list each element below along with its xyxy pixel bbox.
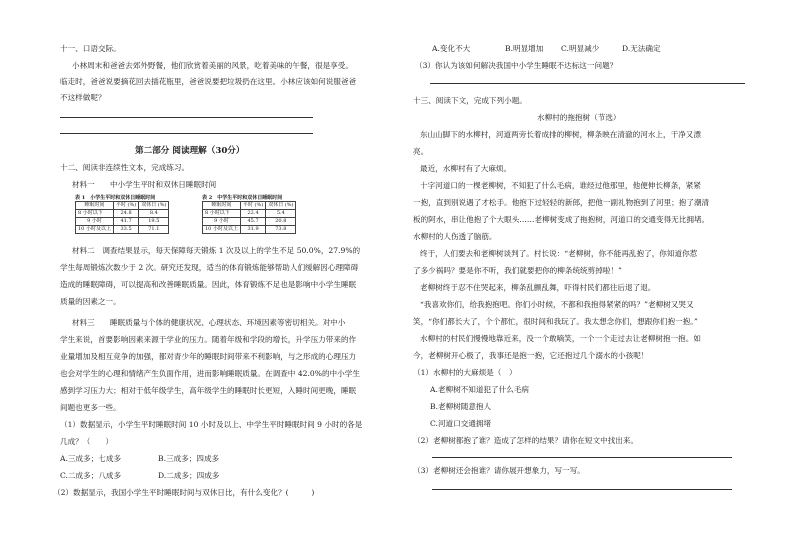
table-header-cell: 平时 (%) bbox=[240, 202, 265, 210]
table-cell: 9 小时 bbox=[203, 218, 241, 226]
table-cell: 31.9 bbox=[240, 226, 265, 234]
material2-line: 造成的睡眠障碍，可以提高和改善睡眠质量。因此，体育锻炼不足也是影响中小学生睡眠 bbox=[60, 280, 357, 289]
table-cell: 71.1 bbox=[139, 226, 169, 234]
story-line: 水柳村的村民们慢慢地靠近来，没一个敢嘀笑，一个一个走过去让老柳树抱一抱。如 bbox=[420, 334, 701, 343]
table2-caption: 表 2 中学生平时和双休日睡眠时间 bbox=[202, 195, 283, 201]
story-title: 水柳村的拖抱树（节选） bbox=[537, 113, 621, 122]
table-header-cell: 平时 (%) bbox=[113, 202, 138, 210]
story-line: 了多少祸吗？要是你不听，我们就要把你的柳条统统剪掉啦！” bbox=[413, 266, 622, 275]
table-header-cell: 双休日 (%) bbox=[266, 202, 296, 210]
story-line: 一抱，直到别说遇了才松手。他抱下过轻轻的新郎，把他一副礼物抱到了河里；抱了潮清 bbox=[413, 198, 710, 207]
table-cell: 8.4 bbox=[139, 210, 169, 218]
table-header-row bbox=[76, 202, 169, 210]
material2-line: 学生每周锻炼次数少于 2 次。研究还发现，适当的体育锻炼能够帮助人们缓解因心理障碍 bbox=[60, 263, 359, 272]
table-cell: 8 小时以下 bbox=[203, 210, 241, 218]
story-line: 终于，人们要去和老柳树谈判了。村长说：“老柳树，你不能再乱抱了，你知道你惹 bbox=[420, 249, 698, 258]
table-cell: 22.4 bbox=[240, 210, 265, 218]
story-line: 东山山脚下的水柳村，河道两旁长着成排的柳树，柳条映在清澈的河水上，干净又漂 bbox=[420, 130, 701, 139]
q11-paragraph-line: 小林周末和爸爸去郊外野餐，他们欣赏着美丽的风景，吃着美味的午餐，很是享受。 bbox=[72, 61, 353, 70]
table-cell: 33.5 bbox=[113, 226, 138, 234]
material3-line: 也会对学生的心理和情绪产生负面作用，进而影响睡眠质量。在调查中 42.0%的中小学生 bbox=[60, 369, 360, 378]
story-question3: （3）老柳树还会抱谁？请你展开想象力，写一写。 bbox=[413, 466, 585, 475]
table-cell: 5.4 bbox=[266, 210, 296, 218]
story-question1: （1）水柳村的大麻烦是（ ） bbox=[413, 368, 517, 377]
table1 bbox=[75, 201, 169, 234]
answer-line[interactable] bbox=[430, 83, 745, 84]
answer-line[interactable] bbox=[60, 117, 313, 118]
table-cell: 19.5 bbox=[139, 218, 169, 226]
option-b[interactable]: B.三成多；四成多 bbox=[158, 454, 220, 463]
table-cell: 8 小时以下 bbox=[76, 210, 114, 218]
table-row bbox=[203, 218, 296, 226]
table-header-cell: 睡眠时间 bbox=[76, 202, 114, 210]
story-line: 老柳树终于忍不住哭起来，柳条乱颤乱舞，吓得村民们都往后退了退。 bbox=[420, 283, 656, 292]
table-cell: 41.7 bbox=[113, 218, 138, 226]
table-cell: 73.8 bbox=[266, 226, 296, 234]
answer-line[interactable] bbox=[432, 489, 732, 490]
material2-line: 质量的因素之一。 bbox=[60, 297, 121, 306]
story-q1-option-b[interactable]: B.老柳树随意抱人 bbox=[430, 402, 492, 411]
story-q1-option-a[interactable]: A.老柳树不知道犯了什么毛病 bbox=[430, 385, 530, 394]
q11-title: 十一、口语交际。 bbox=[60, 44, 121, 53]
material3-line: 间题也更多一些。 bbox=[60, 403, 121, 412]
story-line: 板的阿水，串让他抱了个大眼头……老柳树变成了拖抱树，河道口的交通变得无比拥堵。 bbox=[413, 215, 710, 224]
table-row bbox=[76, 210, 169, 218]
table-cell: 24.8 bbox=[113, 210, 138, 218]
material2-line: 材料二 调查结果显示，每天保障每天锻炼 1 次及以上的学生不足 50.0%，27.9%的 bbox=[72, 246, 361, 255]
answer-line[interactable] bbox=[432, 457, 732, 458]
table-row bbox=[203, 226, 296, 234]
story-q1-option-c[interactable]: C.河道口交通拥堵 bbox=[430, 419, 492, 428]
question3-text: （3）你认为该如何解决我国中小学生睡眠不达标这一问题？ bbox=[415, 61, 618, 70]
story-line: “我喜欢你们，给我抱抱吧。你们小时候，不都和我抱得紧紧的吗？”老柳树又哭又 bbox=[420, 300, 694, 309]
question1-text: 几成？（ ） bbox=[60, 437, 114, 446]
table-cell: 9 小时 bbox=[76, 218, 114, 226]
table-header-row bbox=[203, 202, 296, 210]
q11-paragraph-line: 临走时，爸爸说要摘花回去插花瓶里，爸爸说要把垃圾扔在这里。小林应该如何说服爸爸 bbox=[60, 77, 357, 86]
option-c[interactable]: C.二成多；八成多 bbox=[60, 471, 122, 480]
table1-block bbox=[75, 196, 169, 234]
material3-line: 学生来说，首要影响因素来源于学业的压力。随着年级和学段的增长，升学压力带来的作 bbox=[60, 335, 357, 344]
story-line: 十字河道口的一棵老柳树，不知犯了什么毛病，谁经过他那里，他便伸长柳条，紧紧 bbox=[420, 181, 701, 190]
table-row bbox=[203, 210, 296, 218]
story-line: 笑，“你们都长大了，个个都忙，很时间和我玩了。我太想念你们，想跟你们抱一抱。” bbox=[413, 317, 698, 326]
material3-line: 感到学习压力大；相对于低年级学生，高年级学生的睡眠时长更短，入睡时间更晚，睡眠 bbox=[60, 386, 357, 395]
table-row bbox=[76, 226, 169, 234]
q2-option-c[interactable]: C.明显减少 bbox=[561, 44, 600, 53]
story-question2: （2）老柳树都抱了谁？造成了怎样的结果？请你在短文中找出来。 bbox=[413, 436, 639, 445]
option-a[interactable]: A.三成多；七成多 bbox=[60, 454, 122, 463]
q13-title: 十三、阅读下文，完成下列小题。 bbox=[413, 96, 527, 105]
story-line: 今，老柳树开心极了，我事还是抱一抱，它还抱过几个溺水的小孩呢！ bbox=[413, 351, 649, 360]
table-cell: 10 小时及以上 bbox=[203, 226, 241, 234]
option-d[interactable]: D.二成多；四成多 bbox=[158, 471, 220, 480]
story-line: 亮。 bbox=[413, 147, 429, 156]
q2-option-d[interactable]: D.无法确定 bbox=[622, 44, 661, 53]
table-cell: 20.8 bbox=[266, 218, 296, 226]
table1-caption: 表 1 小学生平时和双休日睡眠时间 bbox=[75, 195, 156, 201]
table-cell: 45.7 bbox=[240, 218, 265, 226]
story-line: 水柳村的人伤透了脑筋。 bbox=[413, 232, 497, 241]
table2 bbox=[202, 201, 296, 234]
material3-line: 业量增加及相互竞争的加强，都对青少年的睡眠时间带来不利影响，与之形成的心理压力 bbox=[60, 352, 357, 361]
q11-paragraph-line: 不这样做呢？ bbox=[60, 93, 106, 102]
table-cell: 10 小时及以上 bbox=[76, 226, 114, 234]
table-row bbox=[76, 218, 169, 226]
question2-text: （2）数据显示，我国小学生平时睡眠时间与双休日比，有什么变化？( ) bbox=[53, 488, 315, 497]
table2-block bbox=[202, 196, 296, 234]
answer-line[interactable] bbox=[60, 133, 313, 134]
material3-line: 材料三 睡眠质量与个体的健康状况、心理状态、环境因素等密切相关。对中小 bbox=[72, 318, 346, 327]
story-line: 最近，水柳村有了大麻烦。 bbox=[420, 164, 512, 173]
table-header-cell: 双休日 (%) bbox=[139, 202, 169, 210]
question1-text: （1）数据显示，小学生平时睡眠时间 10 小时及以上、中学生平时睡眠时间 9 小时的各是 bbox=[60, 420, 363, 429]
q2-option-b[interactable]: B.明显增加 bbox=[505, 44, 544, 53]
q2-option-a[interactable]: A.变化不大 bbox=[432, 44, 471, 53]
q12-title: 十二、阅读非连续性文本，完成练习。 bbox=[60, 163, 190, 172]
material1-label: 材料一 中小学生平时和双休日睡眠时间 bbox=[72, 180, 217, 189]
part2-title: 第二部分 阅读理解（30分） bbox=[135, 146, 245, 156]
table-header-cell: 睡眠时间 bbox=[203, 202, 241, 210]
